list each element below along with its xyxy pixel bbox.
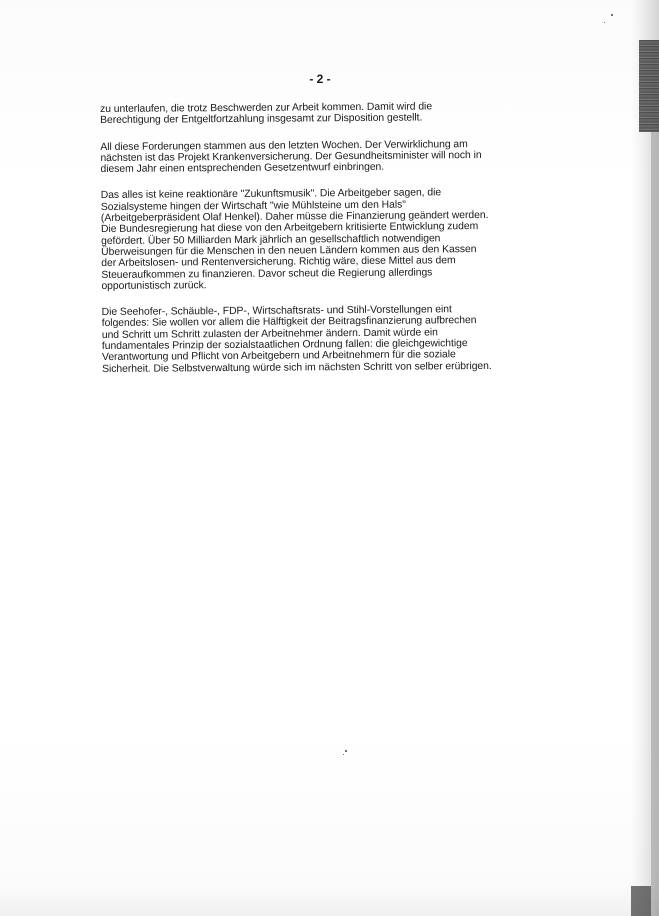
text-line: opportunistisch zurück. bbox=[101, 280, 207, 292]
text-line: Überweisungen für die Menschen in den neuen Ländern kommen aus den Kassen bbox=[101, 244, 477, 258]
text-line: Die Seehofer-, Schäuble-, FDP-, Wirtschaftsrats- und Stihl-Vorstellungen eint bbox=[101, 304, 452, 319]
text-line: diesem Jahr einen entsprechenden Gesetzentwurf einbringen. bbox=[100, 161, 385, 176]
body-text bbox=[100, 101, 547, 390]
text-line: folgendes: Sie wollen vor allem die Hälftigkeit der Beitragsfinanzierung aufbrechen bbox=[101, 315, 477, 330]
text-line: Berechtigung der Entgeltfortzahlung insgesamt zur Disposition gestellt. bbox=[100, 112, 423, 127]
scan-edge-mark bbox=[639, 40, 659, 132]
paragraph bbox=[101, 187, 547, 292]
scan-speck bbox=[604, 22, 605, 23]
paragraph bbox=[102, 304, 548, 375]
paragraph bbox=[100, 101, 545, 127]
text-line: Sozialsysteme hingen der Wirtschaft "wie Mühlsteine um den Hals" bbox=[100, 199, 406, 213]
scan-corner-mark bbox=[631, 886, 651, 916]
text-line: Steueraufkommen zu finanzieren. Davor scheut die Regierung allerdings bbox=[101, 266, 433, 281]
text-line: gefördert. Über 50 Milliarden Mark jährlich an gesellschaftlich notwendigen bbox=[101, 233, 441, 247]
text-line: nächsten ist das Projekt Krankenversicherung. Der Gesundheitsminister will noch in bbox=[100, 149, 482, 164]
text-line: (Arbeitgeberpräsident Olaf Henkel). Daher müsse die Finanzierung geändert werden. bbox=[100, 210, 489, 225]
text-line: Verantwortung und Pflicht von Arbeitgebern und Arbeitnehmern für die soziale bbox=[101, 349, 456, 364]
scan-edge-strip bbox=[651, 132, 659, 916]
scan-speck bbox=[343, 754, 344, 755]
text-line: Sicherheit. Die Selbstverwaltung würde sich im nächsten Schritt von selber erübrigen. bbox=[102, 360, 492, 375]
text-line: zu unterlaufen, die trotz Beschwerden zur Arbeit kommen. Damit wird die bbox=[100, 101, 433, 115]
page-number: - 2 - bbox=[309, 72, 331, 86]
text-line: Das alles ist keine reaktionäre "Zukunftsmusik". Die Arbeitgeber sagen, die bbox=[100, 187, 442, 202]
paragraph bbox=[100, 138, 545, 175]
text-line: All diese Forderungen stammen aus den letzten Wochen. Der Verwirklichung am bbox=[100, 138, 468, 153]
scan-bottom-shadow bbox=[0, 886, 659, 916]
text-line: der Arbeitslosen- und Rentenversicherung. Richtig wäre, diese Mittel aus dem bbox=[101, 255, 456, 270]
scan-speck bbox=[345, 750, 347, 752]
text-line: Die Bundesregierung hat diese von den Arbeitgebern kritisierte Entwicklung zudem bbox=[100, 221, 479, 236]
scan-speck bbox=[611, 14, 613, 16]
text-line: fundamentales Prinzip der sozialstaatlichen Ordnung fallen: die gleichgewichtige bbox=[101, 338, 468, 353]
text-line: und Schritt um Schritt zulasten der Arbeitnehmer ändern. Damit würde ein bbox=[101, 327, 438, 341]
